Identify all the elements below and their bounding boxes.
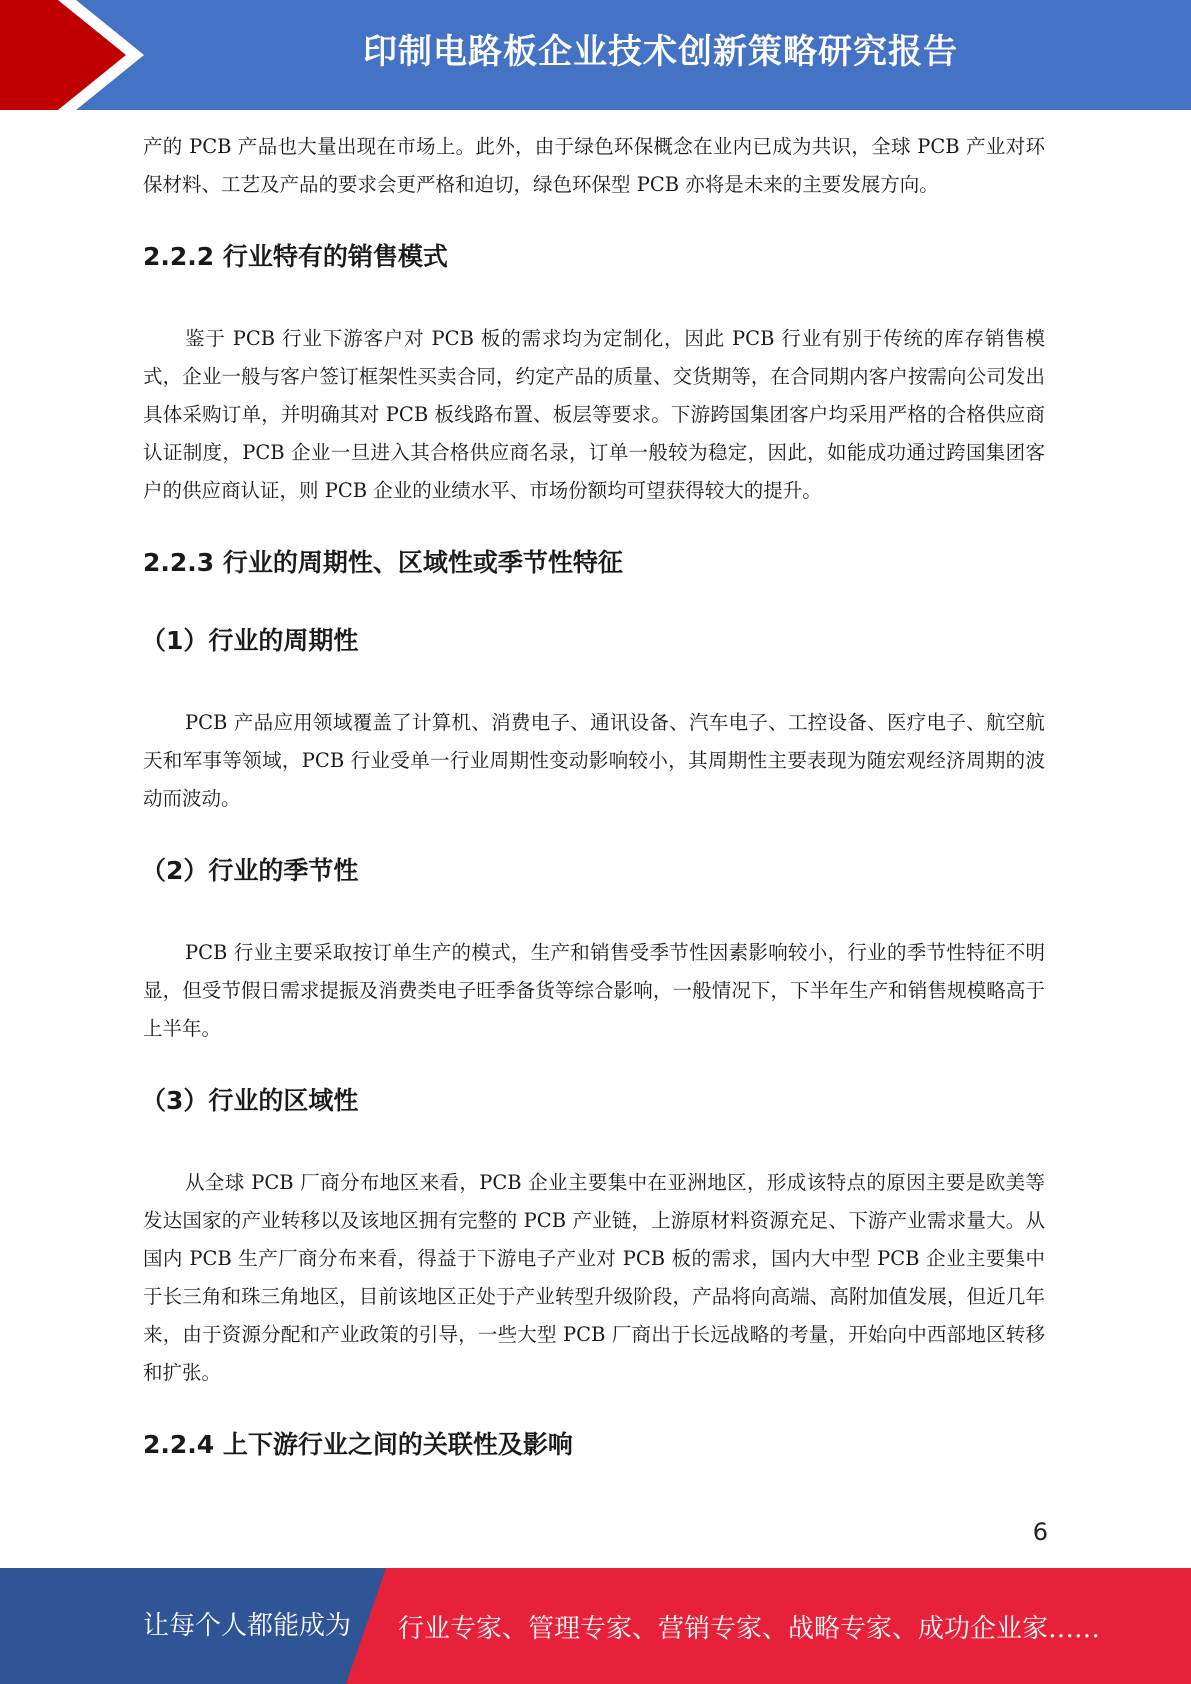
report-title: 印制电路板企业技术创新策略研究报告	[363, 32, 958, 72]
document-body	[143, 128, 1045, 1464]
subheading-cyclicality: （1）行业的周期性	[141, 626, 359, 655]
subheading-regionality: （3）行业的区域性	[141, 1086, 359, 1115]
intro-paragraph: 产的 PCB 产品也大量出现在市场上。此外，由于绿色环保概念在业内已成为共识，全球 PCB 产业对环保材料、工艺及产品的要求会更严格和迫切，绿色环保型 PCB 亦将是未来的主要发展方向。	[143, 135, 1045, 196]
page-number: 6	[1032, 1518, 1048, 1546]
footer-slogan-right: 行业专家、管理专家、营销专家、战略专家、成功企业家……	[398, 1614, 1101, 1644]
section-heading-2-2-4: 2.2.4 上下游行业之间的关联性及影响	[143, 1430, 573, 1459]
section-heading-2-2-2: 2.2.2 行业特有的销售模式	[143, 242, 448, 271]
subheading-seasonality: （2）行业的季节性	[141, 856, 359, 885]
seasonality-paragraph: PCB 行业主要采取按订单生产的模式，生产和销售受季节性因素影响较小，行业的季节性特征不明显，但受节假日需求提振及消费类电子旺季备货等综合影响，一般情况下，下半年生产和销售规模略高于上半年。	[143, 941, 1045, 1040]
header-banner	[0, 0, 1191, 110]
section-heading-2-2-3: 2.2.3 行业的周期性、区域性或季节性特征	[143, 548, 623, 577]
header-arrow-decoration	[0, 0, 160, 110]
footer-slogan-left: 让每个人都能成为	[143, 1611, 352, 1641]
footer-banner	[0, 1568, 1191, 1684]
regionality-paragraph: 从全球 PCB 厂商分布地区来看，PCB 企业主要集中在亚洲地区，形成该特点的原因主要是欧美等发达国家的产业转移以及该地区拥有完整的 PCB 产业链，上游原材料资源充足、下游产业需求量大。从国内 PCB 生产厂商分布来看，得益于下游电子产业对 PCB 板的需求，国内大中型 PCB 企业主要集中于长三角和珠三角地区，目前该地区正处于产业转型升级阶段，产品将向高端、高附加值发展，但近几年来，由于资源分配和产业政策的引导，一些大型 PCB 厂商出于长远战略的考量，开始向中西部地区转移和扩张。	[143, 1171, 1045, 1384]
section-2-2-2-paragraph: 鉴于 PCB 行业下游客户对 PCB 板的需求均为定制化，因此 PCB 行业有别于传统的库存销售模式，企业一般与客户签订框架性买卖合同，约定产品的质量、交货期等，在合同期内客户按需向公司发出具体采购订单，并明确其对 PCB 板线路布置、板层等要求。下游跨国集团客户均采用严格的合格供应商认证制度，PCB 企业一旦进入其合格供应商名录，订单一般较为稳定，因此，如能成功通过跨国集团客户的供应商认证，则 PCB 企业的业绩水平、市场份额均可望获得较大的提升。	[143, 327, 1045, 502]
cyclicality-paragraph: PCB 产品应用领域覆盖了计算机、消费电子、通讯设备、汽车电子、工控设备、医疗电子、航空航天和军事等领域，PCB 行业受单一行业周期性变动影响较小，其周期性主要表现为随宏观经济周期的波动而波动。	[143, 711, 1045, 810]
